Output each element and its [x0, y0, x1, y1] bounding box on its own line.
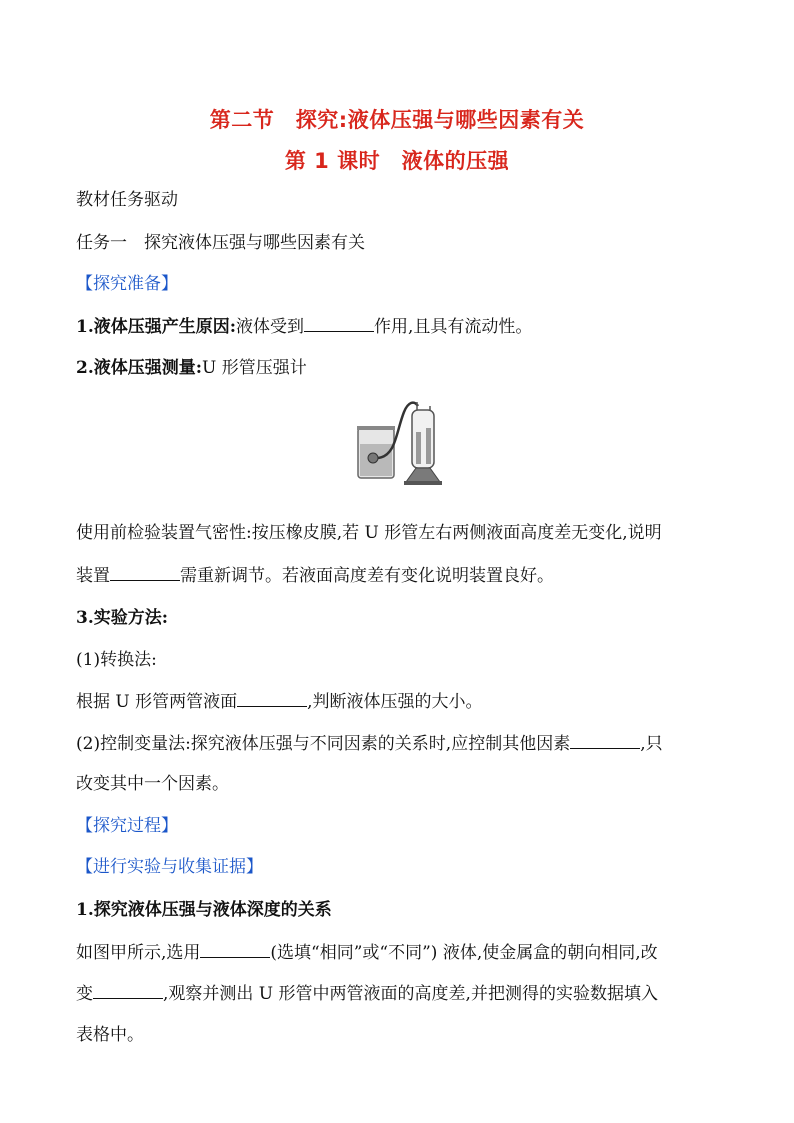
fill-blank[interactable] — [237, 690, 307, 707]
experiment-tag: 【进行实验与收集证据】 — [76, 857, 263, 877]
exp-1-l1-before: 如图甲所示,选用 — [76, 943, 201, 963]
task-heading: 任务一 探究液体压强与哪些因素有关 — [76, 233, 365, 253]
item-2-text: U 形管压强计 — [202, 358, 307, 378]
item-3-label: 3.实验方法: — [76, 608, 169, 628]
fill-blank[interactable] — [110, 564, 180, 581]
method-2-text — [76, 732, 726, 755]
prep-tag: 【探究准备】 — [76, 274, 178, 294]
exp-1-l2-after: ,观察并测出 U 形管中两管液面的高度差,并把测得的实验数据填入 — [163, 984, 658, 1004]
fill-blank[interactable] — [200, 941, 270, 958]
item-2-label: 2.液体压强测量: — [76, 358, 203, 378]
item-1-label: 1.液体压强产生原因: — [76, 317, 237, 337]
check-after: 需重新调节。若液面高度差有变化说明装置良好。 — [180, 566, 554, 586]
fill-blank[interactable] — [570, 732, 640, 749]
item-1-before: 液体受到 — [236, 317, 305, 337]
method-2-before: (2)控制变量法:探究液体压强与不同因素的关系时,应控制其他因素 — [76, 734, 571, 754]
exp-1-line-1 — [76, 941, 726, 964]
method-1-before: 根据 U 形管两管液面 — [76, 692, 238, 712]
item-2 — [76, 357, 726, 379]
section-label: 教材任务驱动 — [76, 190, 178, 210]
method-1-after: ,判断液体压强的大小。 — [307, 692, 483, 712]
exp-1-label: 1.探究液体压强与液体深度的关系 — [76, 900, 332, 920]
lesson-title: 第 1 课时 液体的压强 — [284, 149, 510, 173]
exp-1-line-3: 表格中。 — [76, 1025, 144, 1045]
exp-1-l2-before: 变 — [76, 984, 93, 1004]
check-line-2 — [76, 564, 726, 587]
process-tag: 【探究过程】 — [76, 816, 178, 836]
check-line-1: 使用前检验装置气密性:按压橡皮膜,若 U 形管左右两侧液面高度差无变化,说明 — [76, 523, 662, 543]
method-1-label: (1)转换法: — [76, 650, 157, 670]
item-1-after: 作用,且具有流动性。 — [374, 317, 533, 337]
exp-1-line-2 — [76, 982, 726, 1005]
method-2-line-2: 改变其中一个因素。 — [76, 774, 229, 794]
u-tube-manometer-figure — [356, 392, 446, 486]
fill-blank[interactable] — [304, 315, 374, 332]
fill-blank[interactable] — [93, 982, 163, 999]
section-title: 第二节 探究:液体压强与哪些因素有关 — [209, 108, 585, 132]
exp-1-l1-after: (选填“相同”或“不同”) 液体,使金属盒的朝向相同,改 — [270, 943, 658, 963]
method-2-after: ,只 — [640, 734, 663, 754]
check-before: 装置 — [76, 566, 110, 586]
method-1-text — [76, 690, 726, 713]
item-1 — [76, 315, 726, 338]
